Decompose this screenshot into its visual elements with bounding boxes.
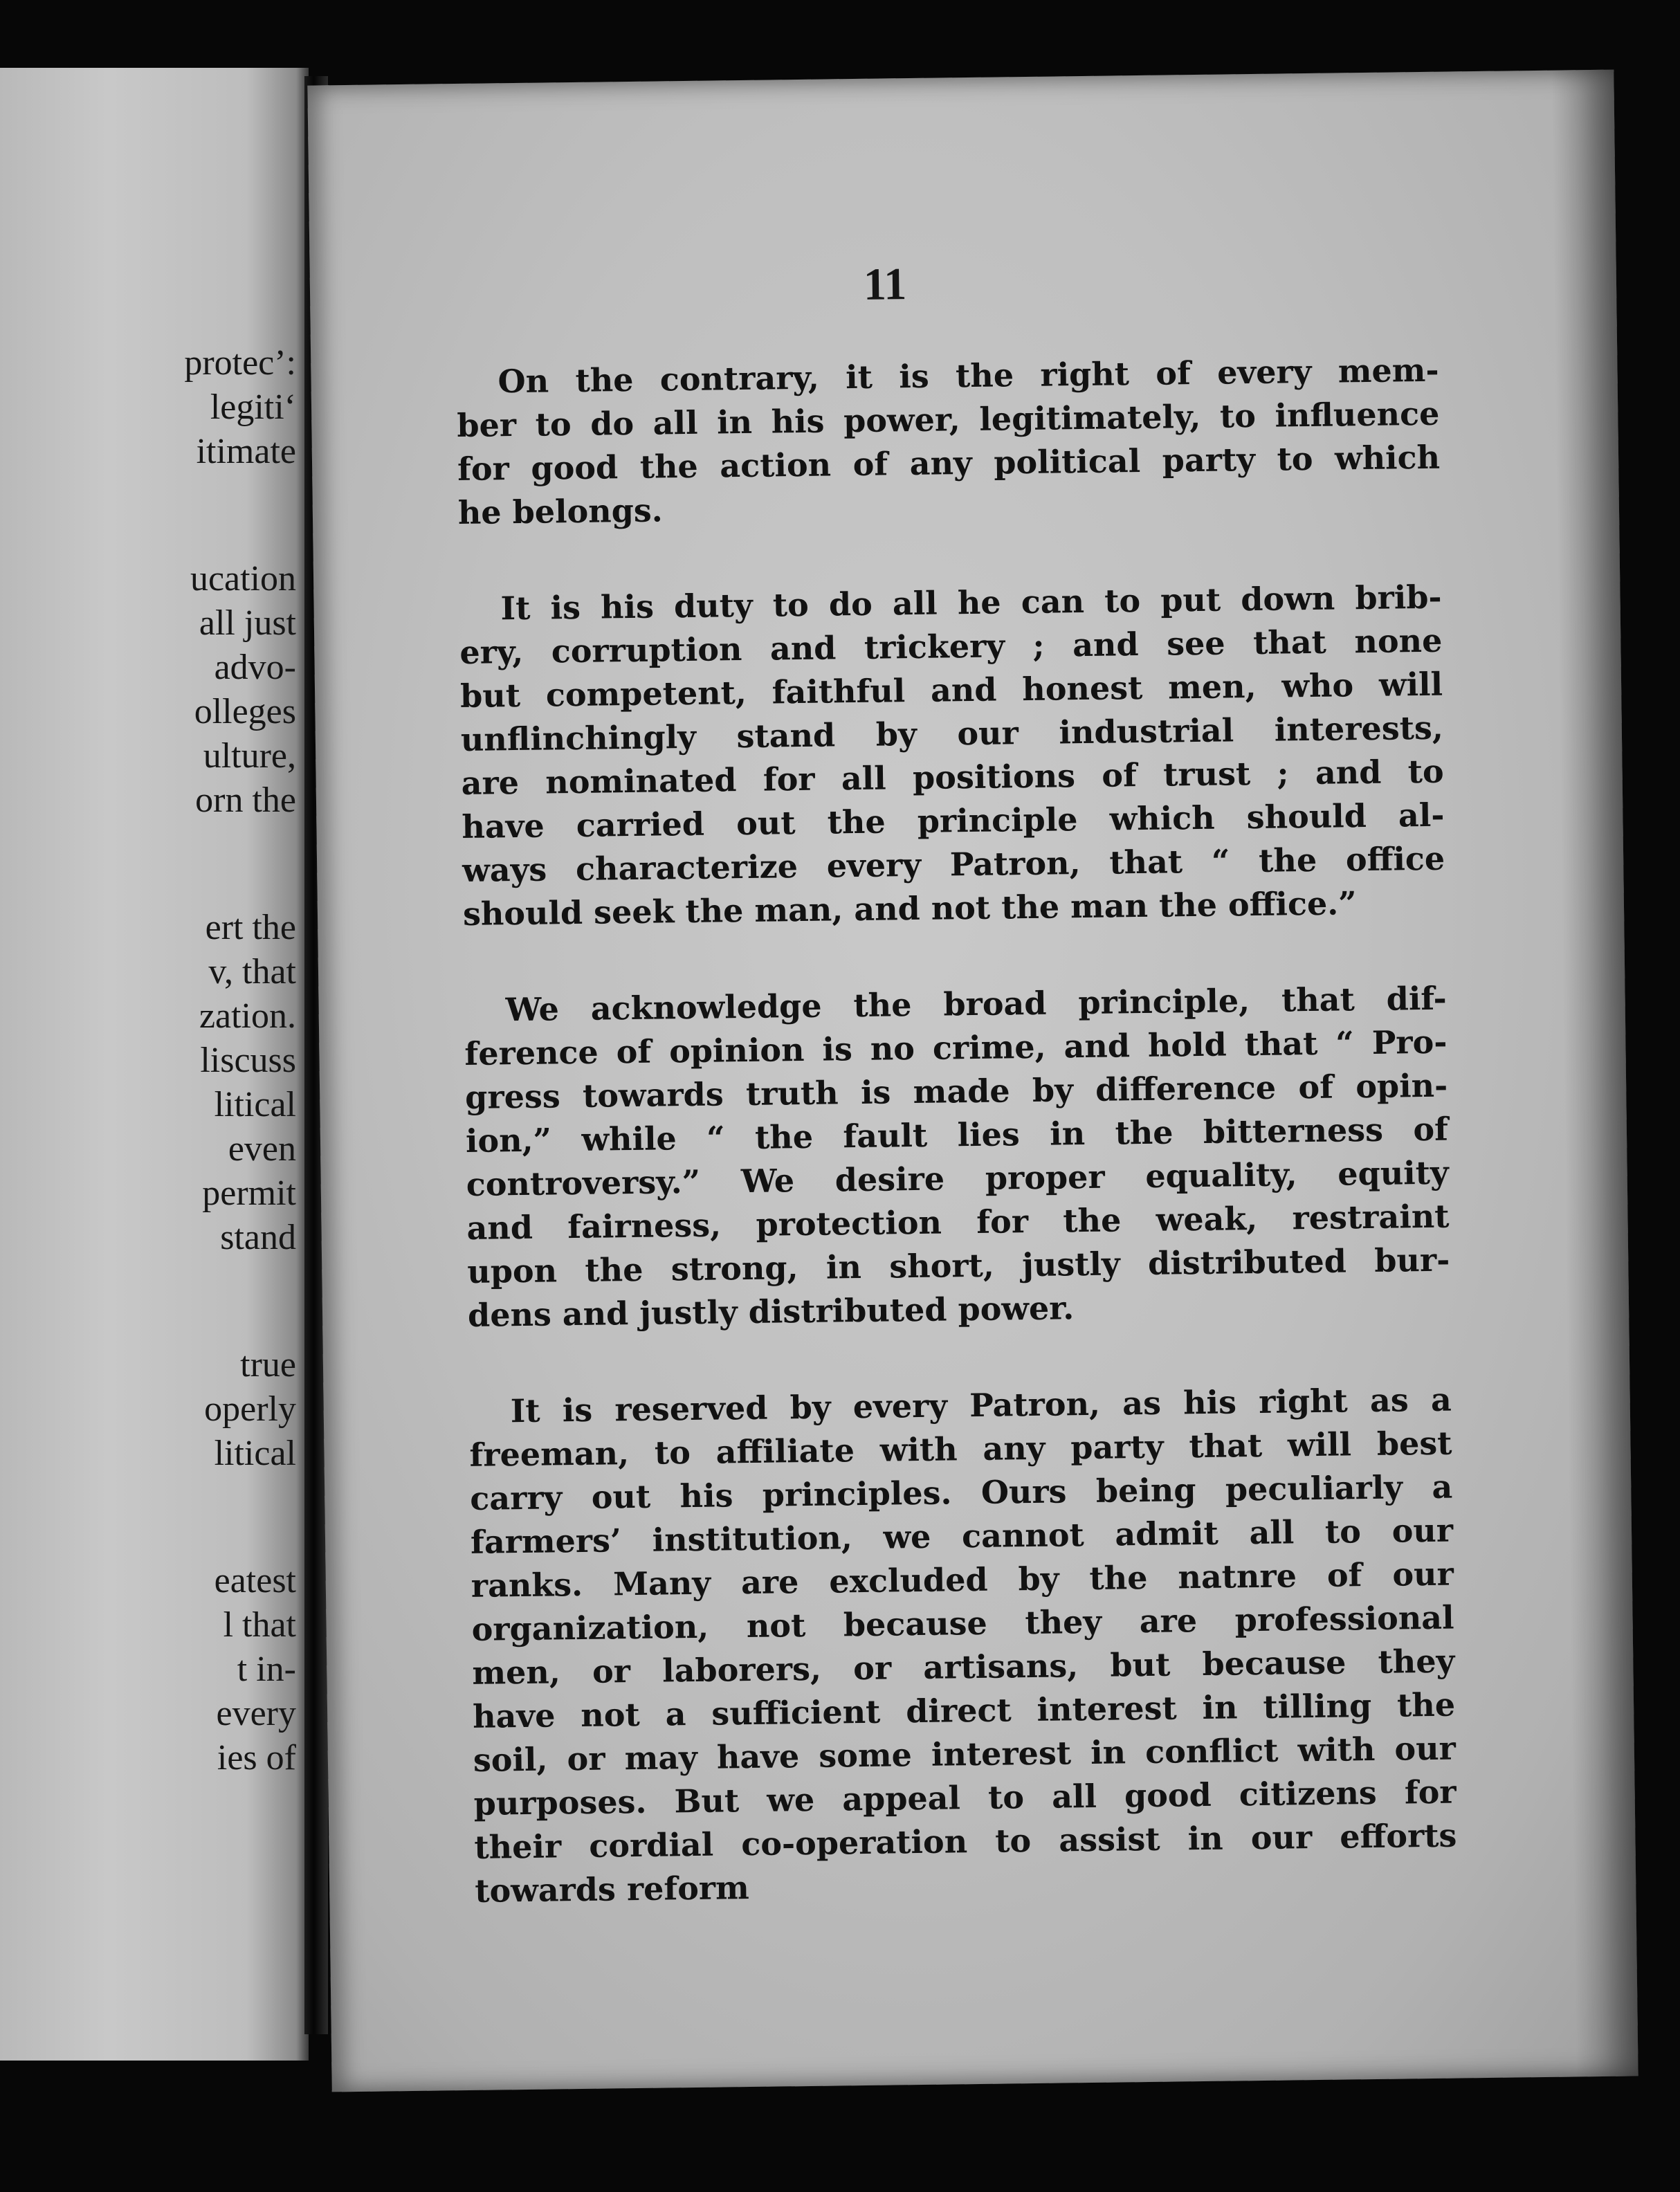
previous-page	[0, 68, 309, 2061]
previous-page-line: v, that	[208, 952, 296, 992]
fragment-gap	[6, 1476, 296, 1559]
previous-page-line: legiti‘	[210, 387, 296, 427]
text-line: ion,” while “ the fault lies in the bitterness of	[465, 1110, 1449, 1160]
text-line: ference of opinion is no crime, and hold that “ Pro-	[464, 1023, 1448, 1072]
text-line: soil, or may have some interest in conflict with our	[473, 1729, 1457, 1779]
text-line: for good the action of any political party to which	[457, 438, 1441, 488]
text-line: It is his duty to do all he can to put down brib-	[500, 578, 1442, 628]
previous-page-line: ucation	[190, 559, 296, 599]
text-line: have not a sufficient direct interest in tilling the	[472, 1686, 1456, 1735]
text-line: have carried out the principle which should al-	[462, 796, 1445, 846]
previous-page-line: protec’:	[184, 343, 296, 383]
text-line: unflinchingly stand by our industrial interests,	[460, 709, 1444, 759]
text-line: organization, not because they are professional	[471, 1598, 1454, 1648]
previous-page-line: orn the	[195, 780, 296, 820]
text-line: but competent, faithful and honest men, who will	[459, 665, 1443, 715]
text-line: should seek the man, and not the man the office.”	[462, 884, 1357, 933]
previous-page-line: ert the	[205, 908, 296, 947]
previous-page-line: zation.	[199, 996, 296, 1036]
previous-page-line: t in-	[237, 1650, 296, 1689]
previous-page-line: ulture,	[203, 736, 296, 776]
fragment-gap	[6, 823, 296, 906]
previous-page-line: stand	[220, 1218, 296, 1257]
fragment-gap	[6, 1260, 296, 1343]
text-line: controversy.” We desire proper equality, equity	[466, 1153, 1450, 1203]
text-line: men, or laborers, or artisans, but because they	[472, 1642, 1455, 1692]
text-line: We acknowledge the broad principle, that dif-	[505, 979, 1447, 1029]
text-line: ery, corruption and trickery ; and see that none	[459, 621, 1443, 672]
text-line: dens and justly distributed power.	[467, 1289, 1075, 1334]
text-line: ranks. Many are excluded by the natnre of our	[471, 1555, 1454, 1605]
previous-page-line: true	[240, 1345, 296, 1385]
text-line: he belongs.	[457, 491, 664, 532]
previous-page-line: ies of	[217, 1738, 296, 1778]
page-number: 11	[863, 259, 907, 310]
previous-page-line: litical	[214, 1434, 296, 1473]
previous-page-line: operly	[204, 1389, 296, 1429]
text-line: It is reserved by every Patron, as his right as a	[510, 1380, 1452, 1430]
current-page	[307, 70, 1638, 2092]
page-edge-shadow	[1551, 70, 1638, 2077]
previous-page-line: olleges	[194, 692, 296, 731]
text-line: carry out his principles. Ours being peculiarly a	[469, 1468, 1453, 1517]
text-line: ways characterize every Patron, that “ the office	[462, 839, 1445, 889]
previous-page-line: all just	[199, 603, 296, 643]
paragraph	[468, 1378, 1457, 1913]
paragraph	[456, 349, 1441, 535]
text-line: gress towards truth is made by difference of opin-	[464, 1066, 1448, 1116]
previous-page-text	[6, 341, 296, 1780]
text-line: freeman, to affiliate with any party that will best	[469, 1424, 1452, 1474]
paragraph	[459, 576, 1445, 936]
previous-page-line: itimate	[196, 432, 296, 471]
previous-page-line: l that	[223, 1605, 296, 1645]
text-line: On the contrary, it is the right of every mem-	[497, 351, 1439, 401]
previous-page-line: liscuss	[200, 1041, 296, 1080]
text-line: their cordial co-operation to assist in our efforts	[474, 1816, 1457, 1866]
previous-page-line: advo-	[214, 648, 296, 687]
previous-page-line: litical	[214, 1085, 296, 1124]
text-line: upon the strong, in short, justly distributed bur-	[466, 1241, 1450, 1290]
text-line: farmers’ institution, we cannot admit all to our	[470, 1511, 1454, 1561]
text-line: purposes. But we appeal to all good citizens for	[473, 1773, 1457, 1823]
text-line: and fairness, protection for the weak, restraint	[466, 1197, 1450, 1247]
previous-page-line: permit	[202, 1173, 296, 1213]
fragment-gap	[6, 474, 296, 557]
text-line: are nominated for all positions of trust ; and to	[461, 752, 1444, 802]
previous-page-line: eatest	[214, 1561, 296, 1600]
previous-page-line: even	[228, 1129, 296, 1169]
text-line: towards reform	[474, 1869, 750, 1910]
page-body	[456, 349, 1458, 1966]
text-line: ber to do all in his power, legitimately, to influence	[457, 394, 1440, 445]
paragraph	[464, 977, 1450, 1337]
previous-page-line: every	[216, 1694, 296, 1733]
